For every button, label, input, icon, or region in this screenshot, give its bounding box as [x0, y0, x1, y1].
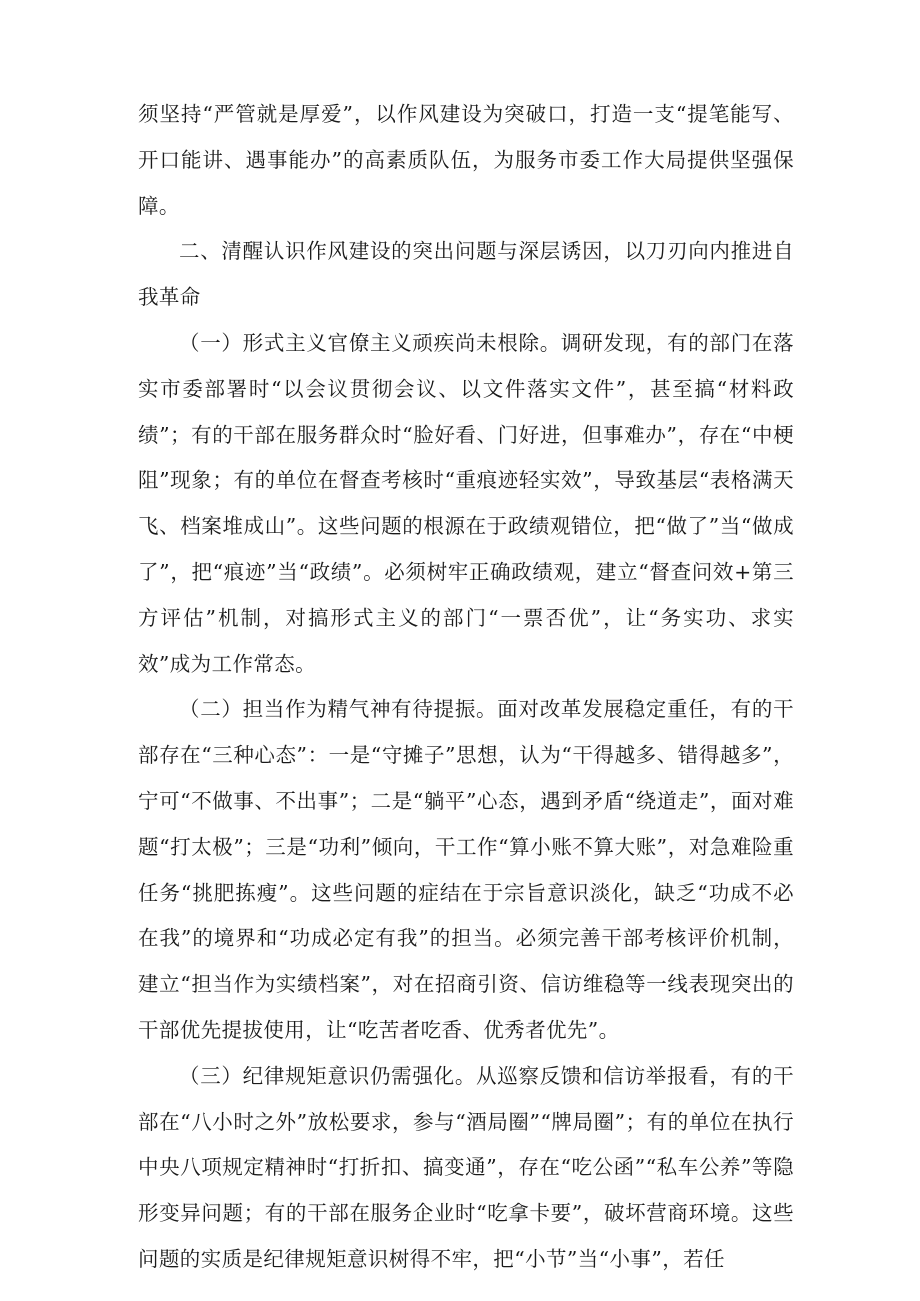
document-page — [138, 92, 794, 1283]
paragraph-responsibility: （二）担当作为精气神有待提振。面对改革发展稳定重任，有的干部存在“三种心态”：一是“守摊子”思想，认为“干得越多、错得越多”，宁可“不做事、不出事”；二是“躺平”心态，遇到矛盾“绕道走”，面对难题“打太极”；三是“功利”倾向，干工作“算小账不算大账”，对急难险重任务“挑肥拣瘦”。这些问题的症结在于宗旨意识淡化，缺乏“功成不必在我”的境界和“功成必定有我”的担当。必须完善干部考核评价机制，建立“担当作为实绩档案”，对在招商引资、信访维稳等一线表现突出的干部优先提拔使用，让“吃苦者吃香、优秀者优先”。 — [138, 697, 794, 1042]
paragraph-continuation: 须坚持“严管就是厚爱”，以作风建设为突破口，打造一支“提笔能写、开口能讲、遇事能办”的高素质队伍，为服务市委工作大局提供坚强保障。 — [138, 102, 794, 218]
section-heading: 二、清醒认识作风建设的突出问题与深层诱因，以刀刃向内推进自我革命 — [138, 239, 794, 310]
paragraph-discipline: （三）纪律规矩意识仍需强化。从巡察反馈和信访举报看，有的干部在“八小时之外”放松要求，参与“酒局圈”“牌局圈”；有的单位在执行中央八项规定精神时“打折扣、搞变通”，存在“吃公函”“私车公养”等隐形变异问题；有的干部在服务企业时“吃拿卡要”，破坏营商环境。这些问题的实质是纪律规矩意识树得不牢，把“小节”当“小事”，若任 — [138, 1063, 794, 1271]
paragraph-formalism: （一）形式主义官僚主义顽疾尚未根除。调研发现，有的部门在落实市委部署时“以会议贯彻会议、以文件落实文件”，甚至搞“材料政绩”；有的干部在服务群众时“脸好看、门好进，但事难办”，存在“中梗阻”现象；有的单位在督查考核时“重痕迹轻实效”，导致基层“表格满天飞、档案堆成山”。这些问题的根源在于政绩观错位，把“做了”当“做成了”，把“痕迹”当“政绩”。必须树牢正确政绩观，建立“督查问效+第三方评估”机制，对搞形式主义的部门“一票否优”，让“务实功、求实效”成为工作常态。 — [138, 330, 794, 676]
